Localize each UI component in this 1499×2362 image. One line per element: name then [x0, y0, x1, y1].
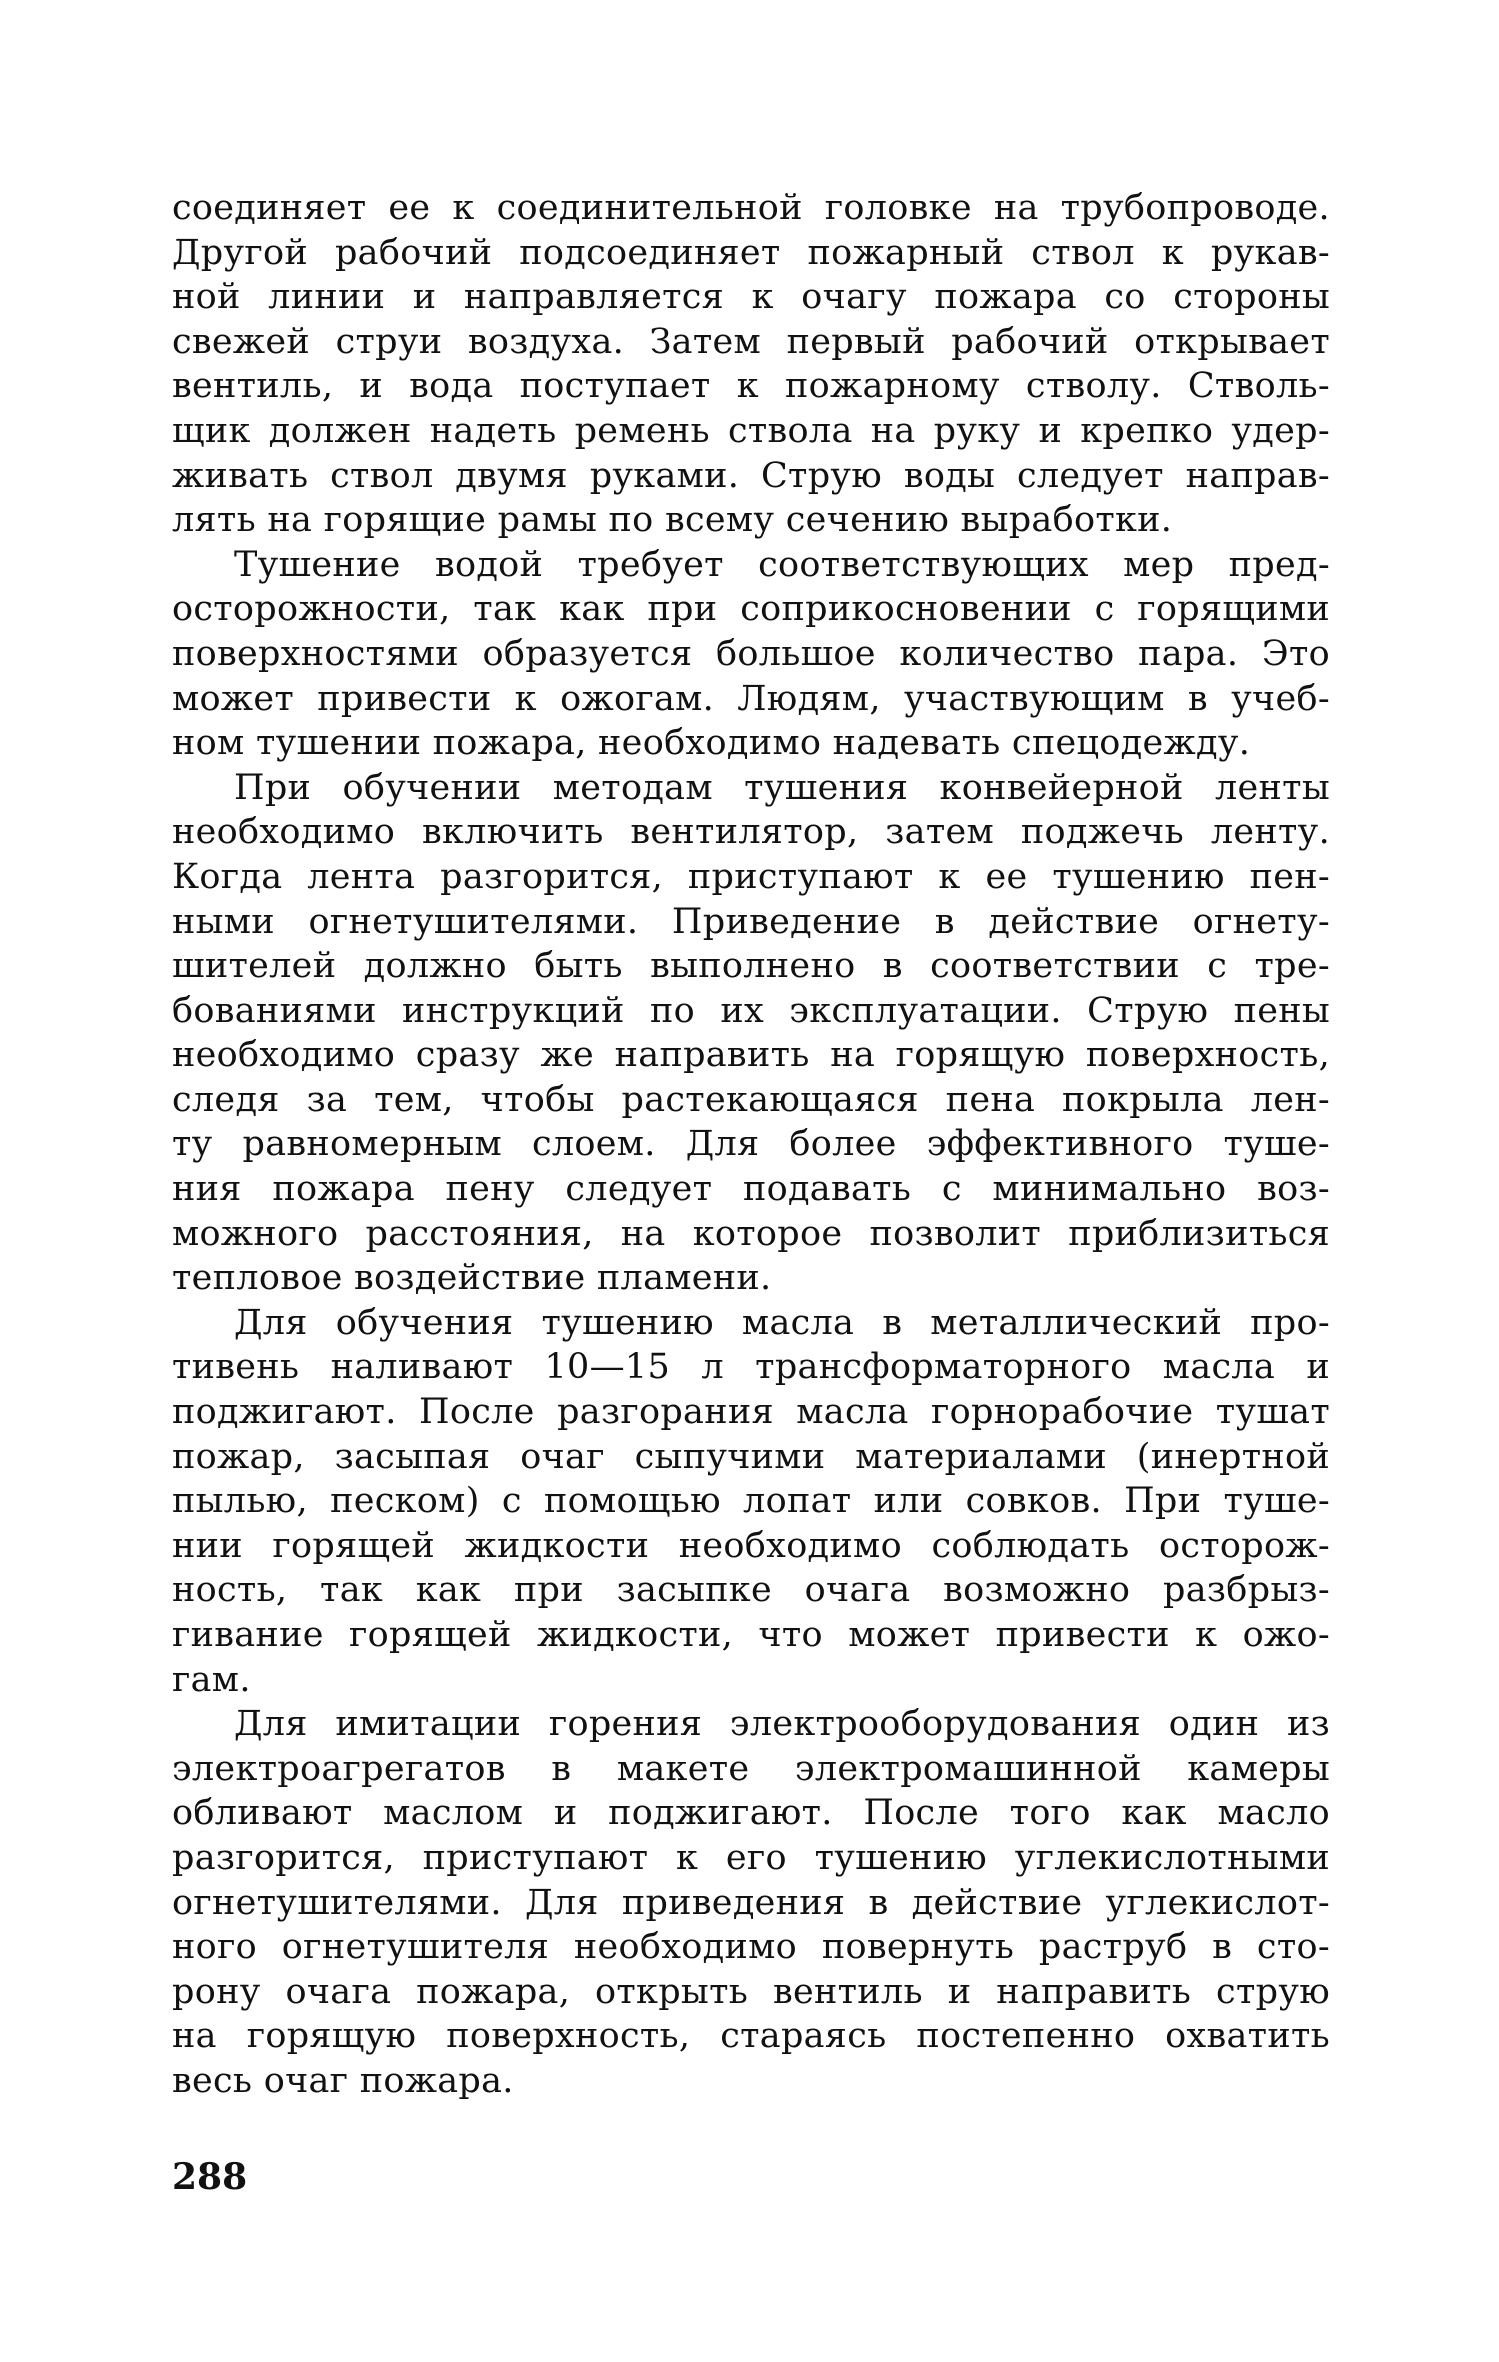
text-line: щик должен надеть ремень ствола на руку и крепко удер- [172, 410, 1330, 451]
text-line: следя за тем, чтобы растекающаяся пена покрыла лен- [172, 1079, 1330, 1120]
text-line: ного огнетушителя необходимо повернуть раструб в сто- [172, 1927, 1330, 1968]
text-line: Тушение водой требует соответствующих мер пред- [234, 544, 1330, 585]
paragraph-3 [172, 766, 1330, 1301]
text-line: бованиями инструкций по их эксплуатации. Струю пены [172, 990, 1330, 1031]
text-line: нии горящей жидкости необходимо соблюдать осторож- [172, 1525, 1330, 1566]
text-line: поверхностями образуется большое количество пара. Это [172, 633, 1330, 674]
text-line: вентиль, и вода поступает к пожарному стволу. Стволь- [172, 366, 1330, 407]
text-line: ния пожара пену следует подавать с минимально воз- [172, 1169, 1330, 1210]
text-line: осторожности, так как при соприкосновении с горящими [172, 589, 1330, 630]
text-line: лять на горящие рамы по всему сечению выработки. [172, 500, 1173, 541]
text-line: ной линии и направляется к очагу пожара со стороны [172, 277, 1330, 318]
text-line: необходимо включить вентилятор, затем поджечь ленту. [172, 812, 1330, 853]
text-line: соединяет ее к соединительной головке на трубопроводе. [172, 188, 1330, 228]
text-line: поджигают. После разгорания масла горнорабочие тушат [172, 1392, 1330, 1433]
text-line: Другой рабочий подсоединяет пожарный ствол к рукав- [172, 232, 1330, 273]
text-line: необходимо сразу же направить на горящую поверхность, [172, 1035, 1330, 1076]
page-number: 288 [172, 2156, 248, 2198]
paragraph-1 [172, 186, 1330, 543]
text-line: можного расстояния, на которое позволит приблизиться [172, 1213, 1330, 1254]
text-line: гам. [172, 1659, 251, 1700]
text-line: электроагрегатов в макете электромашинной камеры [172, 1748, 1330, 1789]
text-line: весь очаг пожара. [172, 2060, 514, 2101]
text-line: шителей должно быть выполнено в соответствии с тре- [172, 946, 1330, 987]
text-line: на горящую поверхность, стараясь постепенно охватить [172, 2016, 1330, 2057]
text-line: может привести к ожогам. Людям, участвующим в учеб- [172, 678, 1330, 719]
text-line: рону очага пожара, открыть вентиль и направить струю [172, 1971, 1330, 2012]
text-line: живать ствол двумя руками. Струю воды следует направ- [172, 455, 1330, 496]
paragraph-4 [172, 1301, 1330, 1702]
text-line: ность, так как при засыпке очага возможно разбрыз- [172, 1570, 1330, 1611]
body-text [172, 186, 1330, 2104]
text-line: свежей струи воздуха. Затем первый рабочий открывает [172, 321, 1330, 362]
text-line: пылью, песком) с помощью лопат или совков. При туше- [172, 1481, 1330, 1522]
text-line: пожар, засыпая очаг сыпучими материалами (инертной [172, 1436, 1330, 1477]
paragraph-2 [172, 543, 1330, 766]
text-line: ными огнетушителями. Приведение в действие огнету- [172, 901, 1330, 942]
text-line: Для обучения тушению масла в металлический про- [234, 1302, 1330, 1343]
text-line: огнетушителями. Для приведения в действие углекислот- [172, 1882, 1330, 1923]
text-line: тивень наливают 10—15 л трансформаторного масла и [172, 1347, 1330, 1388]
text-line: обливают маслом и поджигают. После того как масло [172, 1793, 1330, 1834]
text-line: тепловое воздействие пламени. [172, 1258, 772, 1299]
text-line: гивание горящей жидкости, что может привести к ожо- [172, 1615, 1330, 1655]
text-line: Для имитации горения электрооборудования один из [234, 1704, 1330, 1745]
text-line: При обучении методам тушения конвейерной ленты [234, 767, 1330, 808]
text-line: разгорится, приступают к его тушению углекислотными [172, 1837, 1330, 1878]
text-line: Когда лента разгорится, приступают к ее тушению пен- [172, 856, 1330, 897]
text-line: ту равномерным слоем. Для более эффективного туше- [172, 1124, 1330, 1165]
paragraph-5 [172, 1702, 1330, 2103]
text-line: ном тушении пожара, необходимо надевать спецодежду. [172, 723, 1251, 764]
